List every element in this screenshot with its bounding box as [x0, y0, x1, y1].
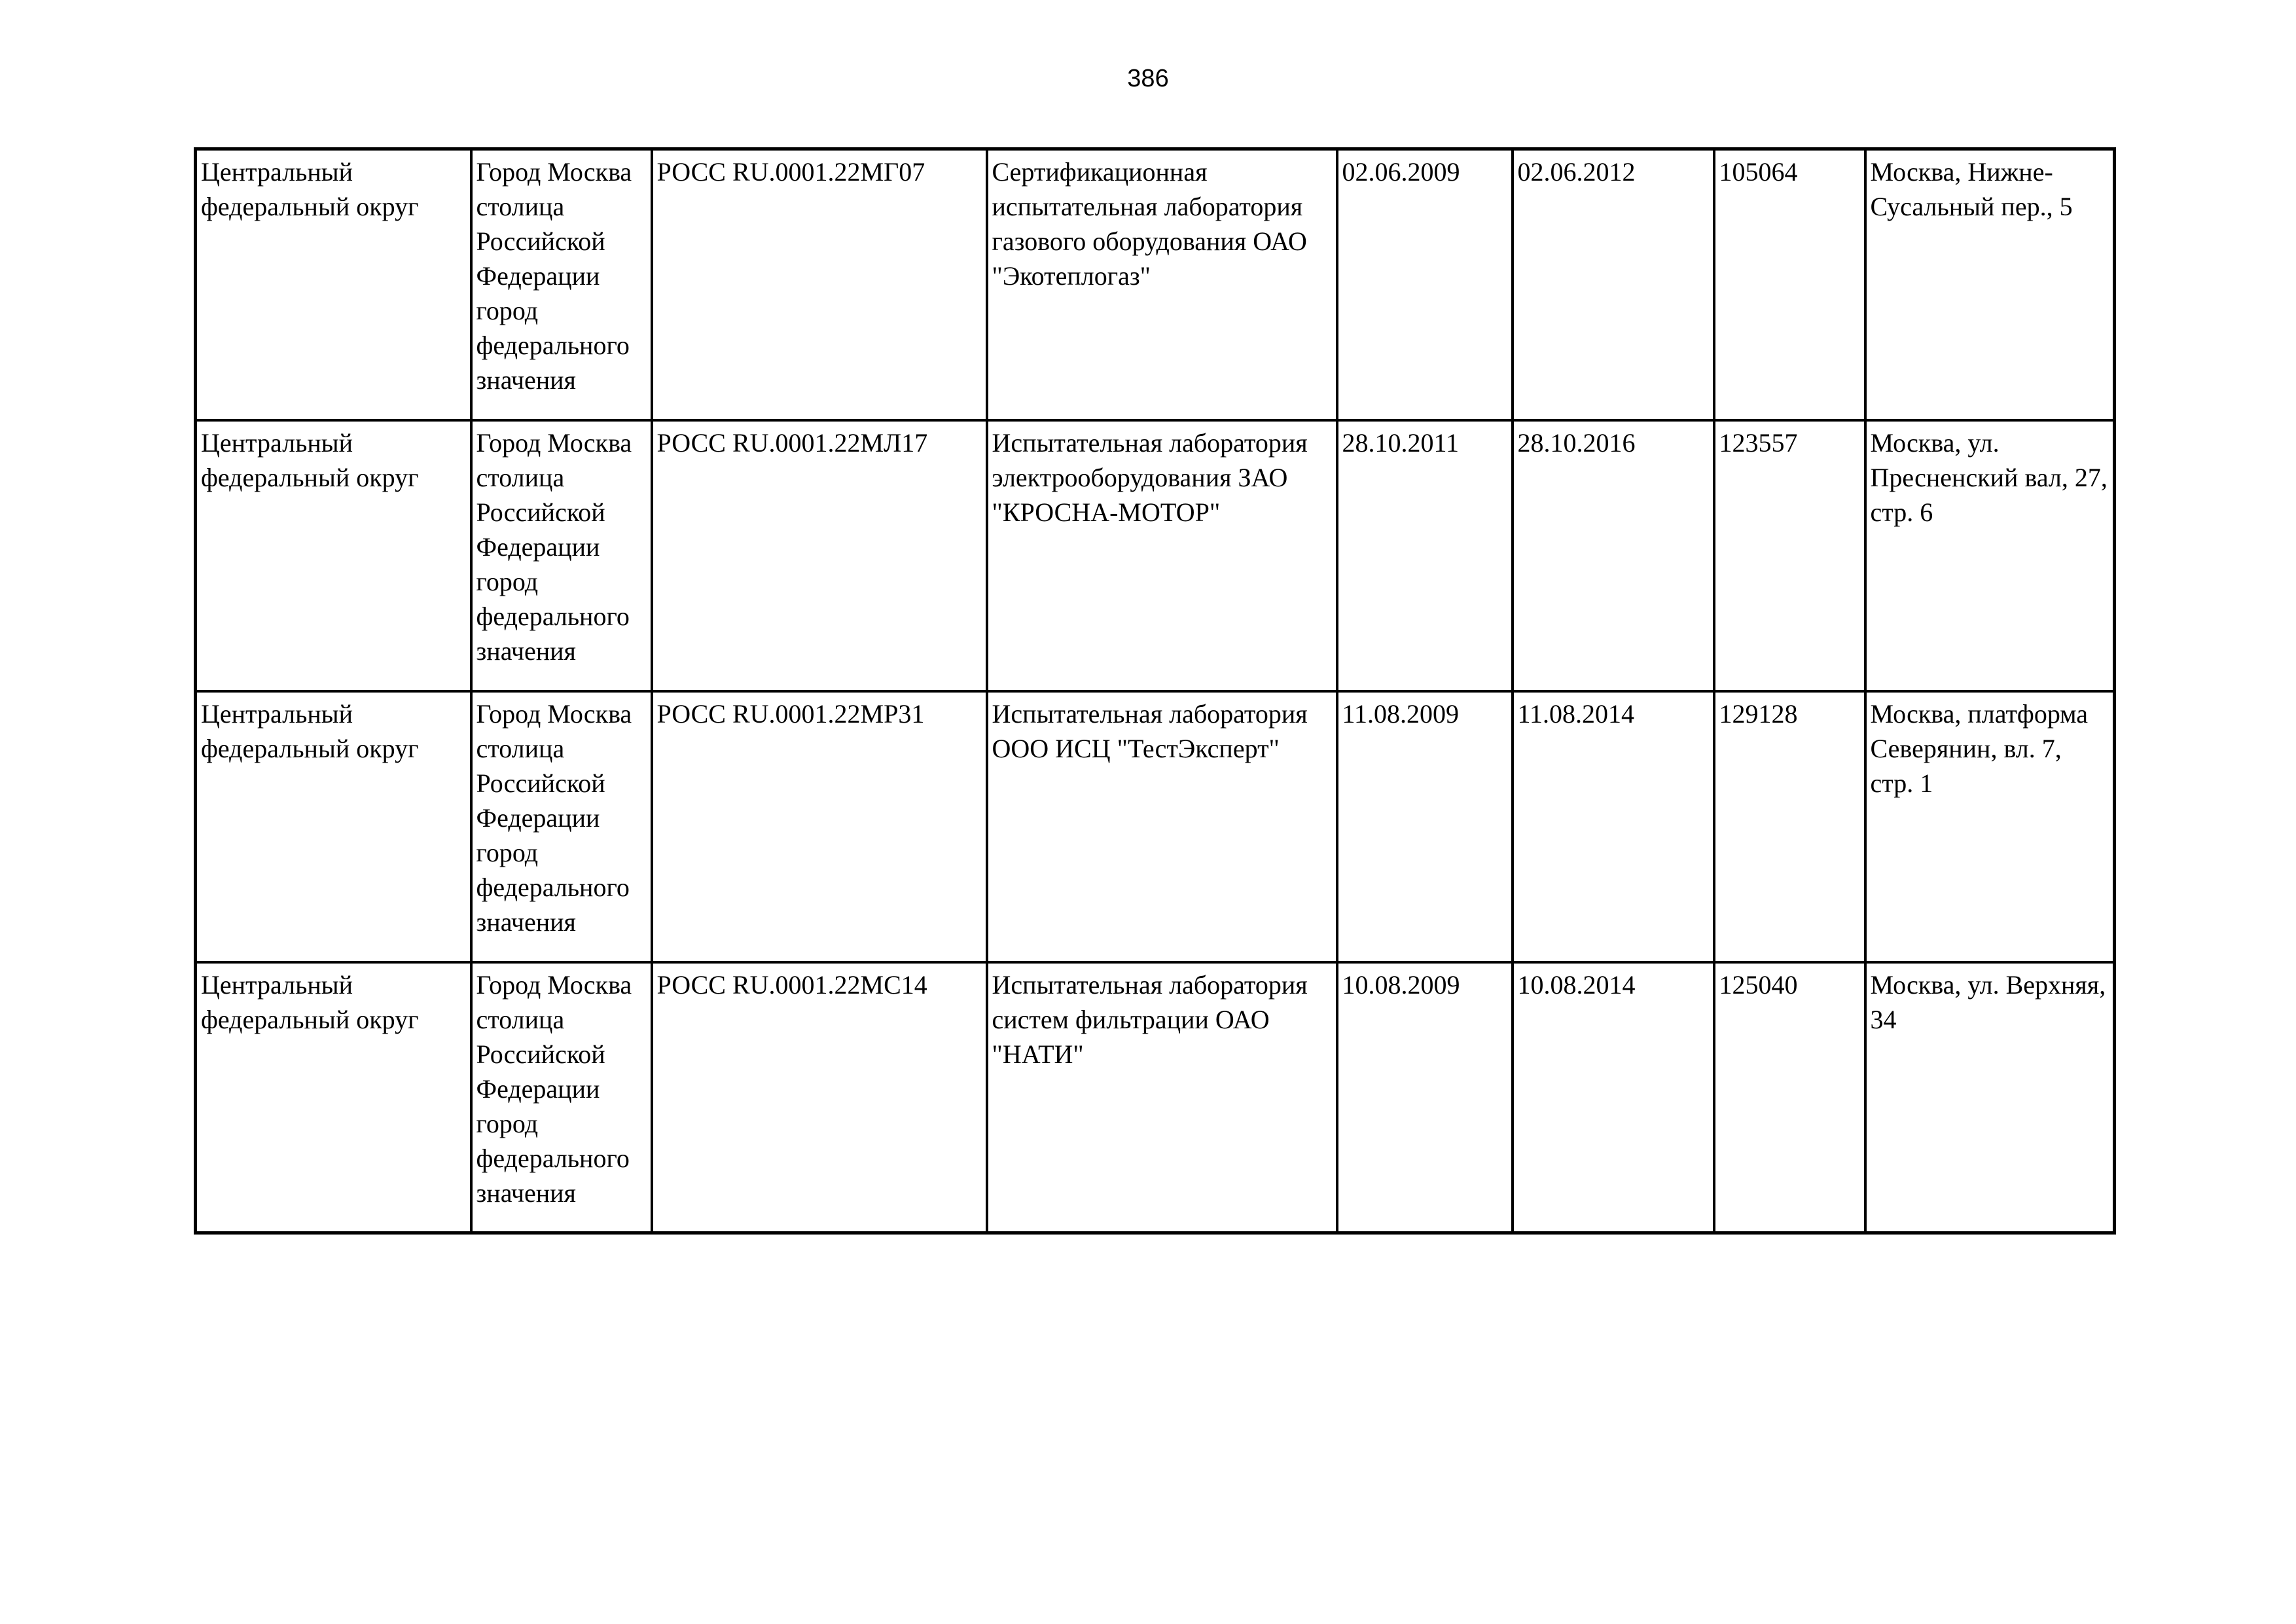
cell-accreditation: РОСС RU.0001.22МР31: [652, 691, 987, 962]
cell-laboratory: Испытательная лаборатория ООО ИСЦ "ТестЭксперт": [987, 691, 1337, 962]
cell-postcode: 129128: [1714, 691, 1865, 962]
cell-laboratory: Сертификационная испытательная лаборатория газового оборудования ОАО "Экотеплогаз": [987, 149, 1337, 420]
cell-district: Центральный федеральный округ: [196, 691, 471, 962]
cell-postcode: 125040: [1714, 962, 1865, 1233]
cell-postcode: 123557: [1714, 420, 1865, 691]
cell-address: Москва, Нижне-Сусальный пер., 5: [1865, 149, 2115, 420]
cell-date-to: 02.06.2012: [1513, 149, 1714, 420]
cell-district: Центральный федеральный округ: [196, 420, 471, 691]
cell-address: Москва, ул. Пресненский вал, 27, стр. 6: [1865, 420, 2115, 691]
cell-date-from: 28.10.2011: [1337, 420, 1513, 691]
cell-date-from: 02.06.2009: [1337, 149, 1513, 420]
cell-address: Москва, ул. Верхняя, 34: [1865, 962, 2115, 1233]
cell-postcode: 105064: [1714, 149, 1865, 420]
cell-district: Центральный федеральный округ: [196, 149, 471, 420]
table-row: [196, 962, 2115, 1233]
cell-accreditation: РОСС RU.0001.22МЛ17: [652, 420, 987, 691]
cell-address: Москва, платформа Северянин, вл. 7, стр. 1: [1865, 691, 2115, 962]
cell-date-from: 10.08.2009: [1337, 962, 1513, 1233]
cell-region: Город Москва столица Российской Федерации город федерального значения: [471, 962, 652, 1233]
cell-laboratory: Испытательная лаборатория систем фильтрации ОАО "НАТИ": [987, 962, 1337, 1233]
cell-region: Город Москва столица Российской Федерации город федерального значения: [471, 420, 652, 691]
cell-date-to: 10.08.2014: [1513, 962, 1714, 1233]
cell-date-to: 11.08.2014: [1513, 691, 1714, 962]
table-row: [196, 420, 2115, 691]
cell-date-from: 11.08.2009: [1337, 691, 1513, 962]
registry-table: [194, 147, 2116, 1235]
table-row: [196, 691, 2115, 962]
cell-accreditation: РОСС RU.0001.22МГ07: [652, 149, 987, 420]
cell-accreditation: РОСС RU.0001.22МС14: [652, 962, 987, 1233]
cell-district: Центральный федеральный округ: [196, 962, 471, 1233]
cell-region: Город Москва столица Российской Федерации город федерального значения: [471, 149, 652, 420]
cell-region: Город Москва столица Российской Федерации город федерального значения: [471, 691, 652, 962]
cell-date-to: 28.10.2016: [1513, 420, 1714, 691]
page-number: 386: [1127, 65, 1169, 92]
cell-laboratory: Испытательная лаборатория электрооборудования ЗАО "КРОСНА-МОТОР": [987, 420, 1337, 691]
table-row: [196, 149, 2115, 420]
